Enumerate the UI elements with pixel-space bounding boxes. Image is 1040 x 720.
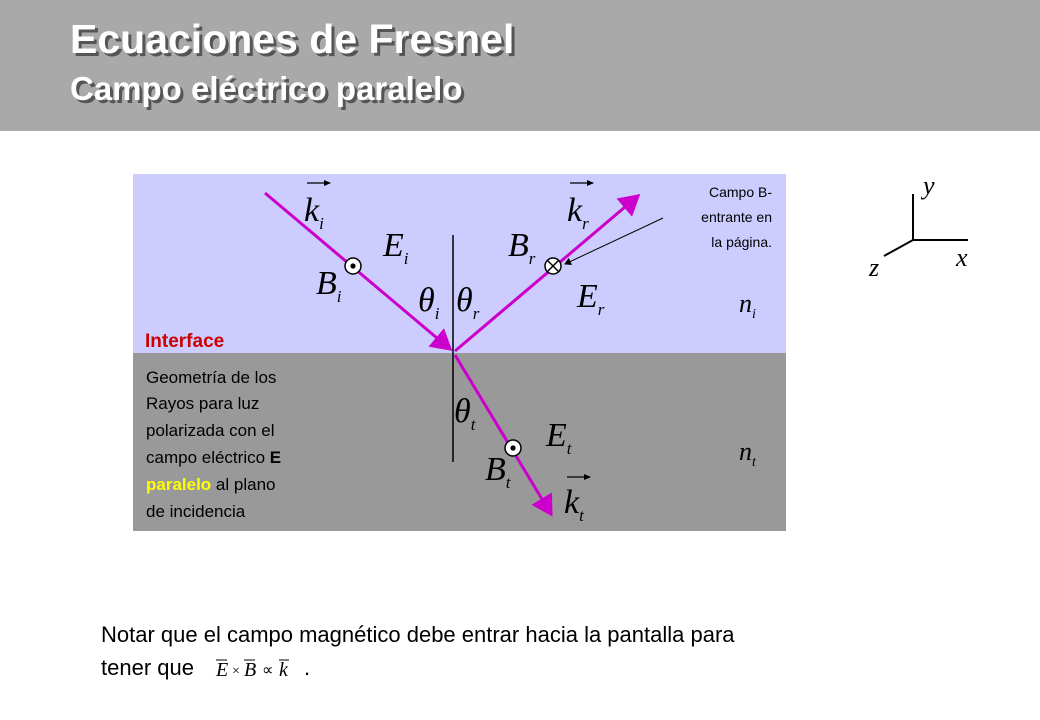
cross-product-formula	[194, 657, 304, 679]
b-field-note	[701, 184, 772, 250]
page-title: Ecuaciones de Fresnel	[70, 16, 515, 62]
page-subtitle: Campo eléctrico paralelo	[70, 70, 463, 107]
y-axis-label: y	[923, 171, 935, 200]
k-r-label: $k_r$	[567, 192, 589, 233]
svg-text:polarizada con el: polarizada con el	[146, 421, 275, 440]
highlight-paralelo: paralelo	[146, 475, 212, 494]
upper-medium	[133, 174, 786, 353]
e-r-label: $E_r$	[577, 278, 605, 319]
b-t-label: $B_t$	[485, 451, 511, 492]
e-t-label: $E_t$	[546, 417, 572, 458]
e-i-label: $E_i$	[383, 227, 409, 268]
interface-label: Interface	[145, 331, 225, 352]
b-i-label: $B_i$	[316, 265, 342, 306]
svg-text:Geometría de los: Geometría de los	[146, 368, 277, 387]
svg-text:E: E	[215, 659, 229, 679]
note-line-2: tener que E × B ∝ k .	[101, 655, 311, 680]
x-axis-label: x	[956, 243, 968, 272]
svg-text:×: ×	[231, 664, 240, 679]
z-axis-label: z	[869, 253, 880, 282]
svg-text:Rayos para luz: Rayos para luz	[146, 394, 260, 413]
z-axis-line	[884, 240, 913, 256]
bottom-note	[101, 618, 931, 684]
svg-text:de incidencia: de incidencia	[146, 502, 246, 521]
svg-text:paralelo al plano: paralelo al plano	[146, 475, 276, 494]
svg-text:la página.: la página.	[711, 234, 772, 250]
svg-text:k: k	[278, 659, 288, 679]
b-field-out-icon-transmitted	[505, 440, 521, 456]
theta-t-label: $\theta_t$	[454, 393, 476, 434]
axes-icon	[868, 171, 968, 282]
b-field-in-icon-reflected	[545, 258, 561, 274]
svg-text:campo eléctrico E: campo eléctrico E	[146, 448, 282, 467]
svg-text:Campo B-: Campo B-	[708, 184, 772, 200]
n-i-label: $n_i$	[739, 289, 756, 322]
svg-text:∝: ∝	[261, 662, 274, 679]
n-t-label: $n_t$	[739, 437, 756, 470]
svg-text:B: B	[243, 659, 257, 679]
theta-i-label: $\theta_i$	[418, 282, 440, 323]
note-line-1: Notar que el campo magnético debe entrar hacia la pantalla para	[101, 622, 735, 647]
b-field-out-icon-incident	[345, 258, 361, 274]
theta-r-label: $\theta_r$	[456, 282, 480, 323]
k-t-label: $k_t$	[564, 484, 584, 525]
svg-text:entrante en: entrante en	[701, 209, 772, 225]
b-r-label: $B_r$	[508, 227, 536, 268]
k-i-label: $k_i$	[304, 192, 324, 233]
